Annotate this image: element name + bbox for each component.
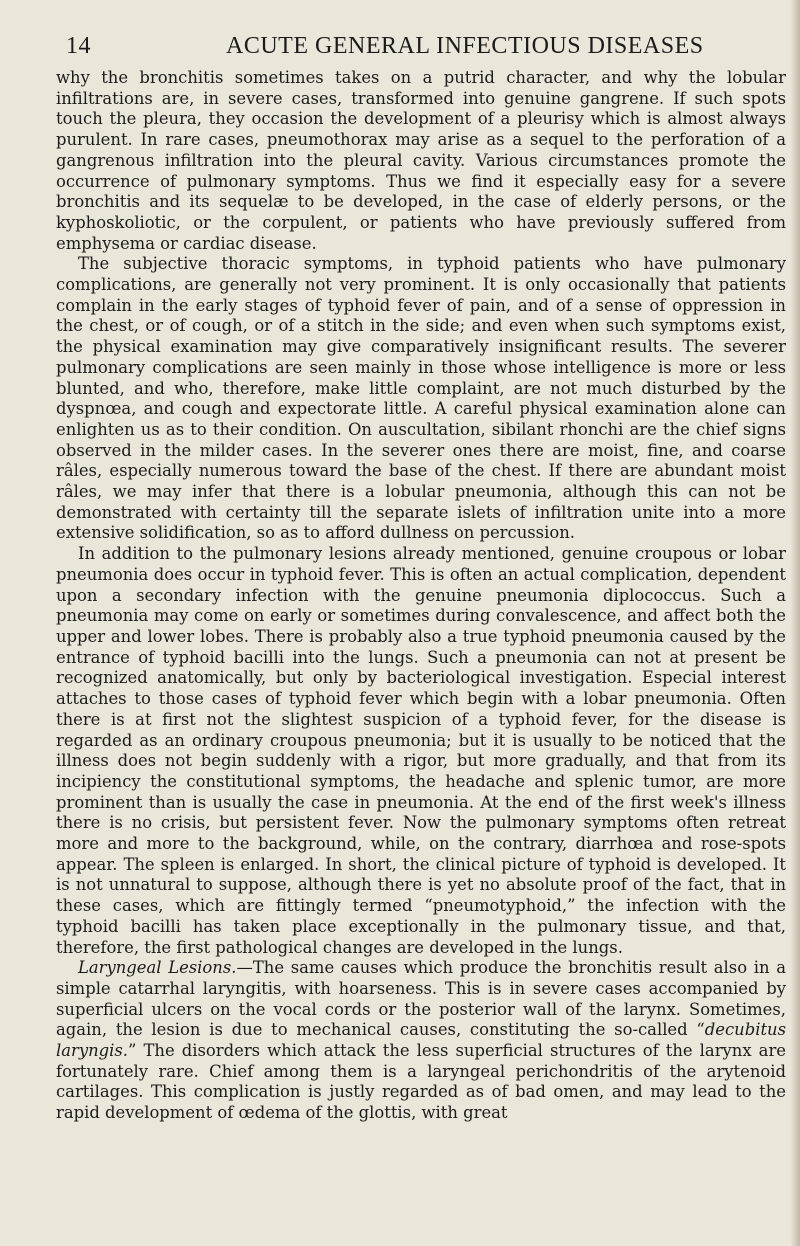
section-heading-laryngeal-lesions: Laryngeal Lesions. xyxy=(78,958,237,978)
paragraph-4-text-b: ” The disorders which attack the less superficial structures of the larynx are fortunately rare. Chief among them is a laryngeal perichondritis of the arytenoid cartilages. This complication is justly regarded as of bad omen, and may lead to the rapid development of œdema of the glottis, with great xyxy=(56,1041,786,1123)
page-number: 14 xyxy=(66,33,91,59)
paragraph-4 xyxy=(56,958,786,1124)
paragraph-2: The subjective thoracic symptoms, in typhoid patients who have pulmonary complications, are generally not very prominent. It is only occasionally that patients complain in the early stages of typhoid fever of pain, and of a sense of oppression in the chest, or of cough, or of a stitch in the side; and even when such symptoms exist, the physical examination may give comparatively insignificant results. The severer pulmonary complications are seen mainly in those whose intelligence is more or less blunted, and who, therefore, make little complaint, are not much disturbed by the dyspnœa, and cough and expectorate little. A careful physical examination alone can enlighten us as to their condition. On auscultation, sibilant rhonchi are the chief signs observed in the milder cases. In the severer ones there are moist, fine, and coarse râles, especially numerous toward the base of the chest. If there are abundant moist râles, we may infer that there is a lobular pneumonia, although this can not be demonstrated with certainty till the separate islets of infiltration unite into a more extensive solidification, so as to afford dullness on percussion. xyxy=(56,254,786,543)
running-title: ACUTE GENERAL INFECTIOUS DISEASES xyxy=(226,33,704,59)
body-text xyxy=(56,68,786,1124)
paragraph-1: why the bronchitis sometimes takes on a putrid character, and why the lobular infiltrations are, in severe cases, transformed into genuine gangrene. If such spots touch the pleura, they occasion the development of a pleurisy which is almost always purulent. In rare cases, pneumothorax may arise as a sequel to the perforation of a gangrenous infiltration into the pleural cavity. Various circumstances promote the occurrence of pulmonary symptoms. Thus we find it especially easy for a severe bronchitis and its sequelæ to be developed, in the case of elderly persons, or the kyphoskoliotic, or the corpulent, or patients who have previously suffered from emphysema or cardiac disease. xyxy=(56,68,786,253)
term-decubitus-laryngis: decubitus laryngis. xyxy=(56,1020,786,1061)
running-header xyxy=(66,31,766,61)
paragraph-4-text-a: —The same causes which produce the bronchitis result also in a simple catarrhal laryngitis, with hoarseness. This is in severe cases accompanied by superficial ulcers on the vocal cords or the posterior wall of the larynx. Sometimes, again, the lesion is due to mechanical causes, constituting the so-called “ xyxy=(56,958,786,1040)
paragraph-3: In addition to the pulmonary lesions already mentioned, genuine croupous or lobar pneumonia does occur in typhoid fever. This is often an actual complication, dependent upon a secondary infection with the genuine pneumonia diplococcus. Such a pneumonia may come on early or sometimes during convalescence, and affect both the upper and lower lobes. There is probably also a true typhoid pneumonia caused by the entrance of typhoid bacilli into the lungs. Such a pneumonia can not at present be recognized anatomically, but only by bacteriological investigation. Especial interest attaches to those cases of typhoid fever which begin with a lobar pneumonia. Often there is at first not the slightest suspicion of a typhoid fever, for the disease is regarded as an ordinary croupous pneumonia; but it is usually to be noticed that the illness does not begin suddenly with a rigor, but more gradually, and that from its incipiency the constitutional symptoms, the headache and splenic tumor, are more prominent than is usually the case in pneumonia. At the end of the first week's illness there is no crisis, but persistent fever. Now the pulmonary symptoms often retreat more and more to the background, while, on the contrary, diarrhœa and rose-spots appear. The spleen is enlarged. In short, the clinical picture of typhoid is developed. It is not unnatural to suppose, although there is yet no absolute proof of the fact, that in these cases, which are fittingly termed “pneumotyphoid,” the infection with the typhoid bacilli has taken place exceptionally in the pulmonary tissue, and that, therefore, the first pathological changes are developed in the lungs. xyxy=(56,544,786,957)
page-edge-shadow xyxy=(790,0,800,1246)
